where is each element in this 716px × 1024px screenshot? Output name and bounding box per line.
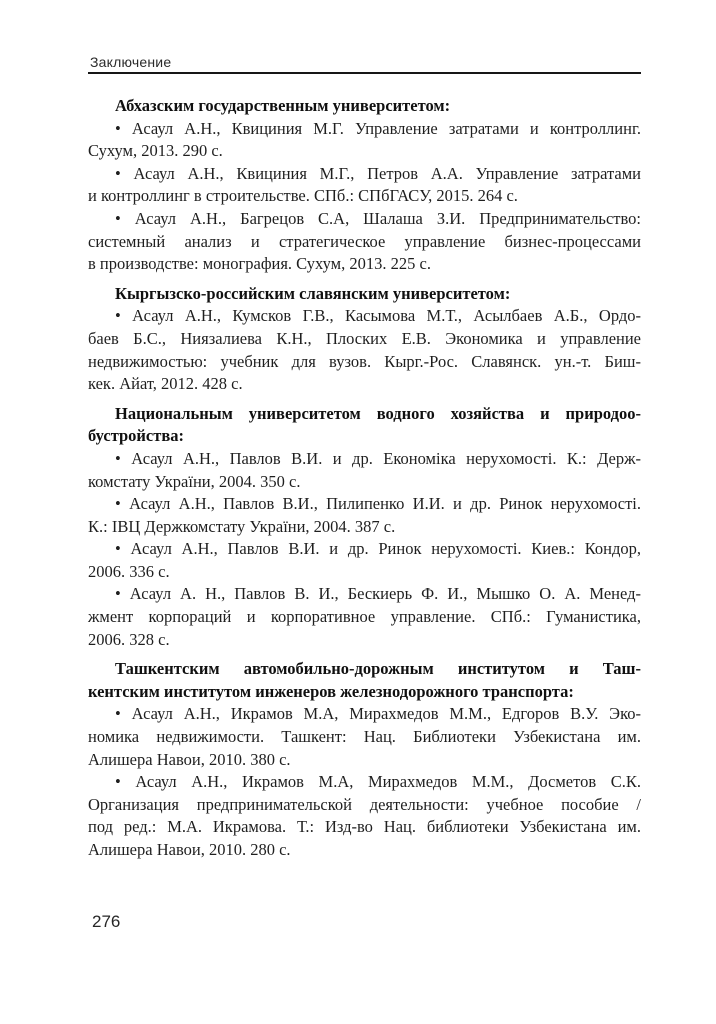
text-line: баев Б.С., Ниязалиева К.Н., Плоских Е.В. Экономика и управление — [88, 328, 641, 348]
text-line: комстату України, 2004. 350 с. — [88, 471, 301, 491]
text-line: К.: ІВЦ Держкомстату України, 2004. 387 с. — [88, 516, 396, 536]
text-line: бустройства: — [88, 426, 185, 446]
text-line: жмент корпораций и корпоративное управление. СПб.: Гуманистика, — [88, 607, 641, 627]
text-line: • Асаул А.Н., Квициния М.Г. Управление затратами и контроллинг. — [115, 118, 641, 138]
text-line: • Асаул А.Н., Багрецов С.А, Шалаша З.И. Предпринимательство: — [115, 208, 641, 228]
text-line: Алишера Навои, 2010. 280 с. — [88, 840, 291, 859]
text-line: Сухум, 2013. 290 с. — [88, 141, 223, 161]
text-line: Ташкентским автомобильно-дорожным институтом и Таш- — [115, 659, 641, 679]
bibliography-entry — [88, 448, 641, 493]
bibliography-entry — [88, 118, 641, 163]
text-line: • Асаул А.Н., Павлов В.И., Пилипенко И.И. и др. Ринок нерухомості. — [115, 494, 641, 514]
text-line: и контроллинг в строительстве. СПб.: СПбГАСУ, 2015. 264 с. — [88, 186, 518, 206]
text-line: кентским институтом инженеров железнодорожного транспорта: — [88, 681, 574, 701]
bibliography-entry — [88, 771, 641, 861]
text-line: Организация предпринимательской деятельности: учебное пособие / — [88, 794, 641, 814]
text-line: в производстве: монография. Сухум, 2013. 225 с. — [88, 254, 431, 274]
bibliography-entry — [88, 583, 641, 651]
bibliography-entry — [88, 538, 641, 583]
text-line: 2006. 328 с. — [88, 629, 170, 649]
bibliography-section — [88, 95, 641, 276]
bibliography-entry — [88, 703, 641, 771]
running-header-title: Заключение — [90, 54, 172, 70]
text-line: недвижимостью: учебник для вузов. Кырг.-Рос. Славянск. ун.-т. Биш- — [88, 351, 641, 371]
text-line: системный анализ и стратегическое управление бизнес-процессами — [88, 231, 641, 251]
text-line: • Асаул А.Н., Павлов В.И. и др. Ринок нерухомості. Киев.: Кондор, — [115, 539, 641, 559]
page-number: 276 — [92, 912, 121, 931]
bibliography-section — [88, 283, 641, 396]
text-line: • Асаул А.Н., Икрамов М.А, Мирахмедов М.М., Досметов С.К. — [115, 772, 641, 792]
bibliography-content — [88, 95, 641, 862]
text-line: • Асаул А.Н., Икрамов М.А, Мирахмедов М.М., Едгоров В.У. Эко- — [115, 704, 641, 724]
bibliography-entry — [88, 163, 641, 208]
text-line: • Асаул А.Н., Кумсков Г.В., Касымова М.Т., Асылбаев А.Б., Ордо- — [115, 306, 641, 326]
text-line: Абхазским государственным университетом: — [115, 96, 451, 115]
text-line: • Асаул А.Н., Павлов В.И. и др. Економіка нерухомості. К.: Держ- — [115, 448, 641, 468]
bibliography-section — [88, 658, 641, 861]
text-line: кек. Айат, 2012. 428 с. — [88, 374, 243, 394]
section-heading — [88, 95, 641, 118]
section-heading — [88, 283, 641, 306]
text-line: Кыргызско-российским славянским университетом: — [115, 283, 511, 303]
text-line: • Асаул А. Н., Павлов В. И., Бескиерь Ф. И., Мышко О. А. Менед- — [115, 584, 641, 604]
text-line: номика недвижимости. Ташкент: Нац. Библиотеки Узбекистана им. — [88, 727, 641, 747]
bibliography-entry — [88, 208, 641, 276]
text-line: Национальным университетом водного хозяйства и природоо- — [115, 403, 641, 423]
section-heading — [88, 403, 641, 448]
text-line: Алишера Навои, 2010. 380 с. — [88, 749, 291, 769]
bibliography-entry — [88, 493, 641, 538]
text-line: • Асаул А.Н., Квициния М.Г., Петров А.А. Управление затратами — [115, 163, 641, 183]
header-rule — [88, 72, 641, 74]
bibliography-section — [88, 403, 641, 652]
text-line: 2006. 336 с. — [88, 561, 170, 581]
section-heading — [88, 658, 641, 703]
text-line: под ред.: М.А. Икрамова. Т.: Изд-во Нац. библиотеки Узбекистана им. — [88, 817, 641, 837]
bibliography-entry — [88, 305, 641, 395]
